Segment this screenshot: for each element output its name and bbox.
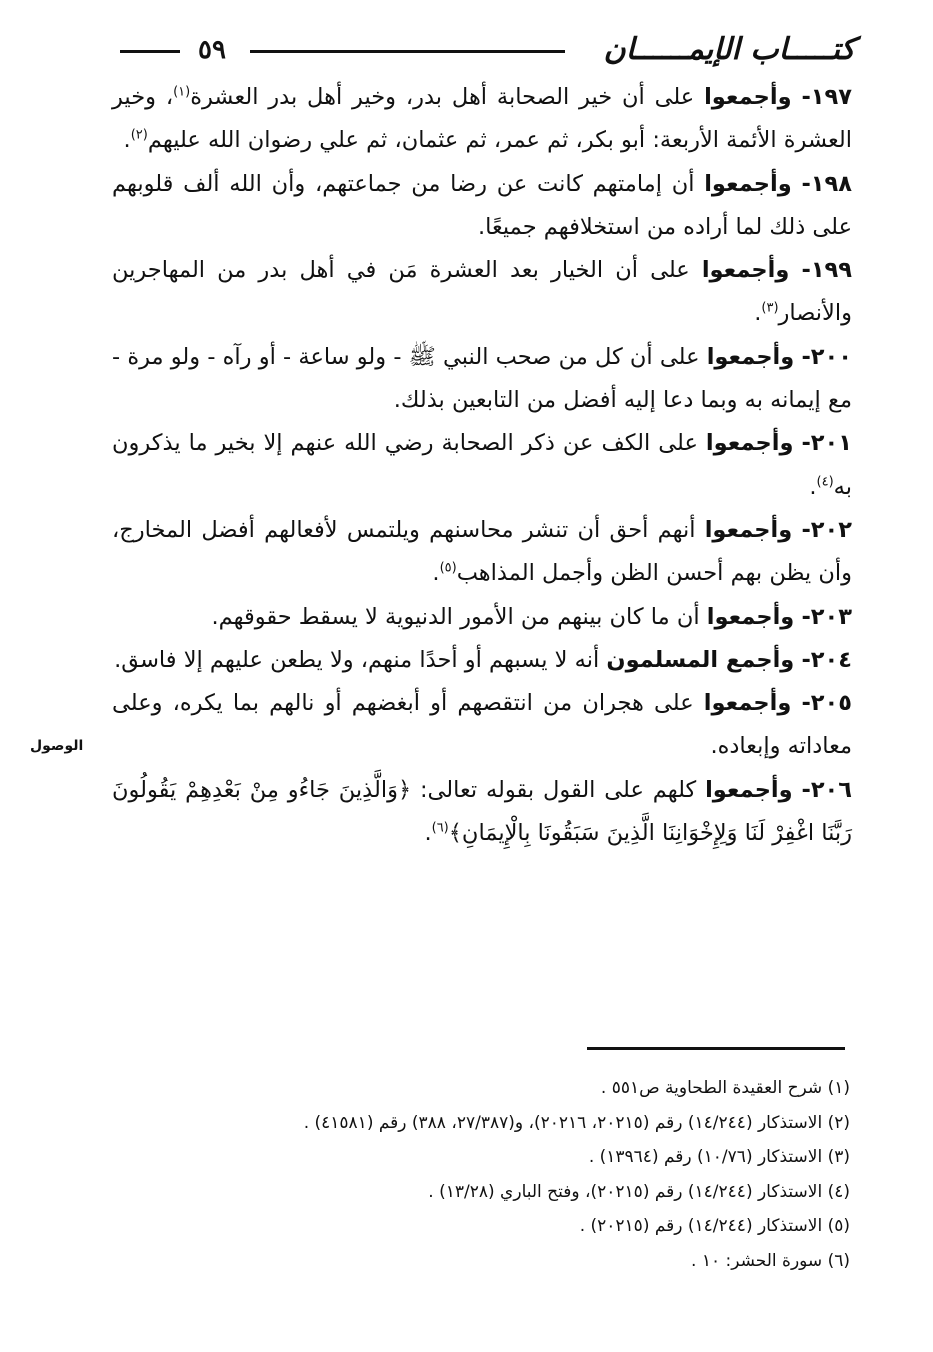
paragraph-text: على أن كل من صحب النبي ﷺ - ولو ساعة - أو رآه - ولو مرة - مع إيمانه به وبما دعا إليه أفضل من التابعين بذلك. bbox=[112, 343, 852, 414]
footnote-item: (٦) سورة الحشر: ١٠ . bbox=[691, 1250, 850, 1271]
paragraph-text: كلهم على القول بقوله تعالى: ﴿وَالَّذِينَ جَاءُو مِنْ بَعْدِهِمْ يَقُولُونَ رَبَّنَا اغْفِرْ لَنَا وَلِإِخْوَانِنَا الَّذِينَ سَبَقُونَا بِالْإِيمَانِ﴾ bbox=[112, 776, 852, 847]
paragraph-number: ٢٠٢- bbox=[801, 516, 852, 543]
footnote-item: (٢) الاستذكار (١٤/٢٤٤) رقم (٢٠٢١٥، ٢٠٢١٦)، و(٢٧/٣٨٧، ٣٨٨) رقم (٤١٥٨١) . bbox=[303, 1112, 850, 1133]
footnote-ref: (٥) bbox=[439, 560, 457, 576]
paragraph-number: ١٩٩- bbox=[801, 257, 853, 284]
paragraph-lead-verb: وأجمعوا bbox=[701, 257, 790, 284]
paragraph-lead-verb: وأجمعوا bbox=[705, 430, 794, 457]
paragraph-text: على أن خير الصحابة أهل بدر، وخير أهل بدر العشرة bbox=[190, 84, 695, 110]
footnote-ref: (١) bbox=[173, 84, 191, 100]
paragraph-text: أنه لا يسبهم أو أحدًا منهم، ولا يطعن عليهم إلا فاسق. bbox=[114, 646, 600, 673]
paragraph-end-mark: . bbox=[432, 560, 440, 587]
header-rule-right bbox=[250, 50, 565, 53]
paragraph-lead-verb: وأجمعوا bbox=[704, 170, 792, 197]
footnotes bbox=[112, 1071, 850, 1278]
paragraph-text: أنهم أحق أن تنشر محاسنهم ويلتمس لأفعالهم أفضل المخارج، وأن يظن بهم أحسن الظن وأجمل المذاهب bbox=[112, 516, 852, 587]
paragraph-number: ١٩٨- bbox=[801, 170, 852, 197]
footnote-item: (٥) الاستذكار (١٤/٢٤٤) رقم (٢٠٢١٥) . bbox=[579, 1216, 850, 1236]
header-rule-left bbox=[120, 50, 180, 53]
footnote-item: (٣) الاستذكار (١٠/٧٦) رقم (١٣٩٦٤) . bbox=[588, 1147, 850, 1167]
paragraph-text: على أن الخيار بعد العشرة مَن في أهل بدر من المهاجرين والأنصار bbox=[112, 257, 852, 327]
paragraph-number: ١٩٧- bbox=[801, 84, 852, 110]
paragraph-end-mark: . bbox=[123, 127, 131, 154]
paragraph-lead-verb: وأجمعوا bbox=[706, 603, 795, 630]
paragraph-lead-verb: وأجمعوا bbox=[703, 690, 792, 717]
paragraph-text: أن إمامتهم كانت عن رضا من جماعتهم، وأن الله ألف قلوبهم على ذلك لما أراده من استخلافهم جميعًا. bbox=[112, 170, 852, 240]
numbered-paragraph bbox=[112, 163, 852, 250]
numbered-paragraph bbox=[112, 336, 852, 423]
page-header bbox=[110, 28, 855, 72]
numbered-paragraph bbox=[112, 422, 852, 509]
numbered-paragraph bbox=[112, 76, 852, 163]
paragraph-lead-verb: وأجمعوا bbox=[704, 516, 793, 543]
page-number: ٥٩ bbox=[198, 35, 226, 65]
paragraph-lead-verb: وأجمعوا bbox=[705, 776, 793, 803]
footnote-ref: (٢) bbox=[130, 127, 148, 143]
footnote-item: (٤) الاستذكار (١٤/٢٤٤) رقم (٢٠٢١٥)، وفتح الباري (١٣/٢٨) . bbox=[428, 1181, 850, 1202]
numbered-paragraph bbox=[112, 596, 852, 639]
paragraph-lead-verb: وأجمعوا bbox=[706, 343, 795, 370]
paragraph-number: ٢٠٦- bbox=[801, 776, 853, 803]
paragraph-text: على الكف عن ذكر الصحابة رضي الله عنهم إلا بخير ما يذكرون به bbox=[112, 430, 852, 500]
footnote-ref: (٦) bbox=[431, 820, 449, 836]
main-text bbox=[112, 76, 852, 855]
paragraph-end-mark: . bbox=[424, 820, 432, 847]
footnote-ref: (٣) bbox=[761, 300, 779, 316]
book-title: كتـــــاب الإيمــــــان bbox=[603, 32, 855, 67]
footnote-separator bbox=[587, 1047, 845, 1050]
paragraph-number: ٢٠١- bbox=[801, 430, 852, 457]
numbered-paragraph bbox=[112, 769, 852, 856]
margin-note: الوصول bbox=[30, 738, 84, 754]
paragraph-number: ٢٠٠- bbox=[801, 343, 852, 370]
numbered-paragraph bbox=[112, 509, 852, 596]
paragraph-text: على هجران من انتقصهم أو أبغضهم أو نالهم بما يكره، وعلى معاداته وإبعاده. bbox=[112, 690, 852, 760]
footnote-ref: (٤) bbox=[816, 474, 834, 490]
paragraph-lead-verb: وأجمع المسلمون bbox=[606, 646, 795, 673]
paragraph-end-mark: . bbox=[754, 300, 762, 327]
paragraph-end-mark: . bbox=[809, 473, 817, 500]
numbered-paragraph bbox=[112, 249, 852, 336]
paragraph-number: ٢٠٤- bbox=[801, 646, 852, 673]
paragraph-number: ٢٠٣- bbox=[801, 603, 852, 630]
paragraph-text: أن ما كان بينهم من الأمور الدنيوية لا يسقط حقوقهم. bbox=[211, 603, 700, 630]
numbered-paragraph bbox=[112, 682, 852, 769]
paragraph-number: ٢٠٥- bbox=[801, 690, 852, 717]
paragraph-text-continued: ، وخير العشرة الأئمة الأربعة: أبو بكر، ثم عمر، ثم عثمان، ثم علي رضوان الله عليهم bbox=[112, 84, 852, 154]
footnote-item: (١) شرح العقيدة الطحاوية ص٥٥١ . bbox=[600, 1078, 850, 1098]
paragraph-lead-verb: وأجمعوا bbox=[704, 84, 792, 110]
numbered-paragraph bbox=[112, 639, 852, 682]
